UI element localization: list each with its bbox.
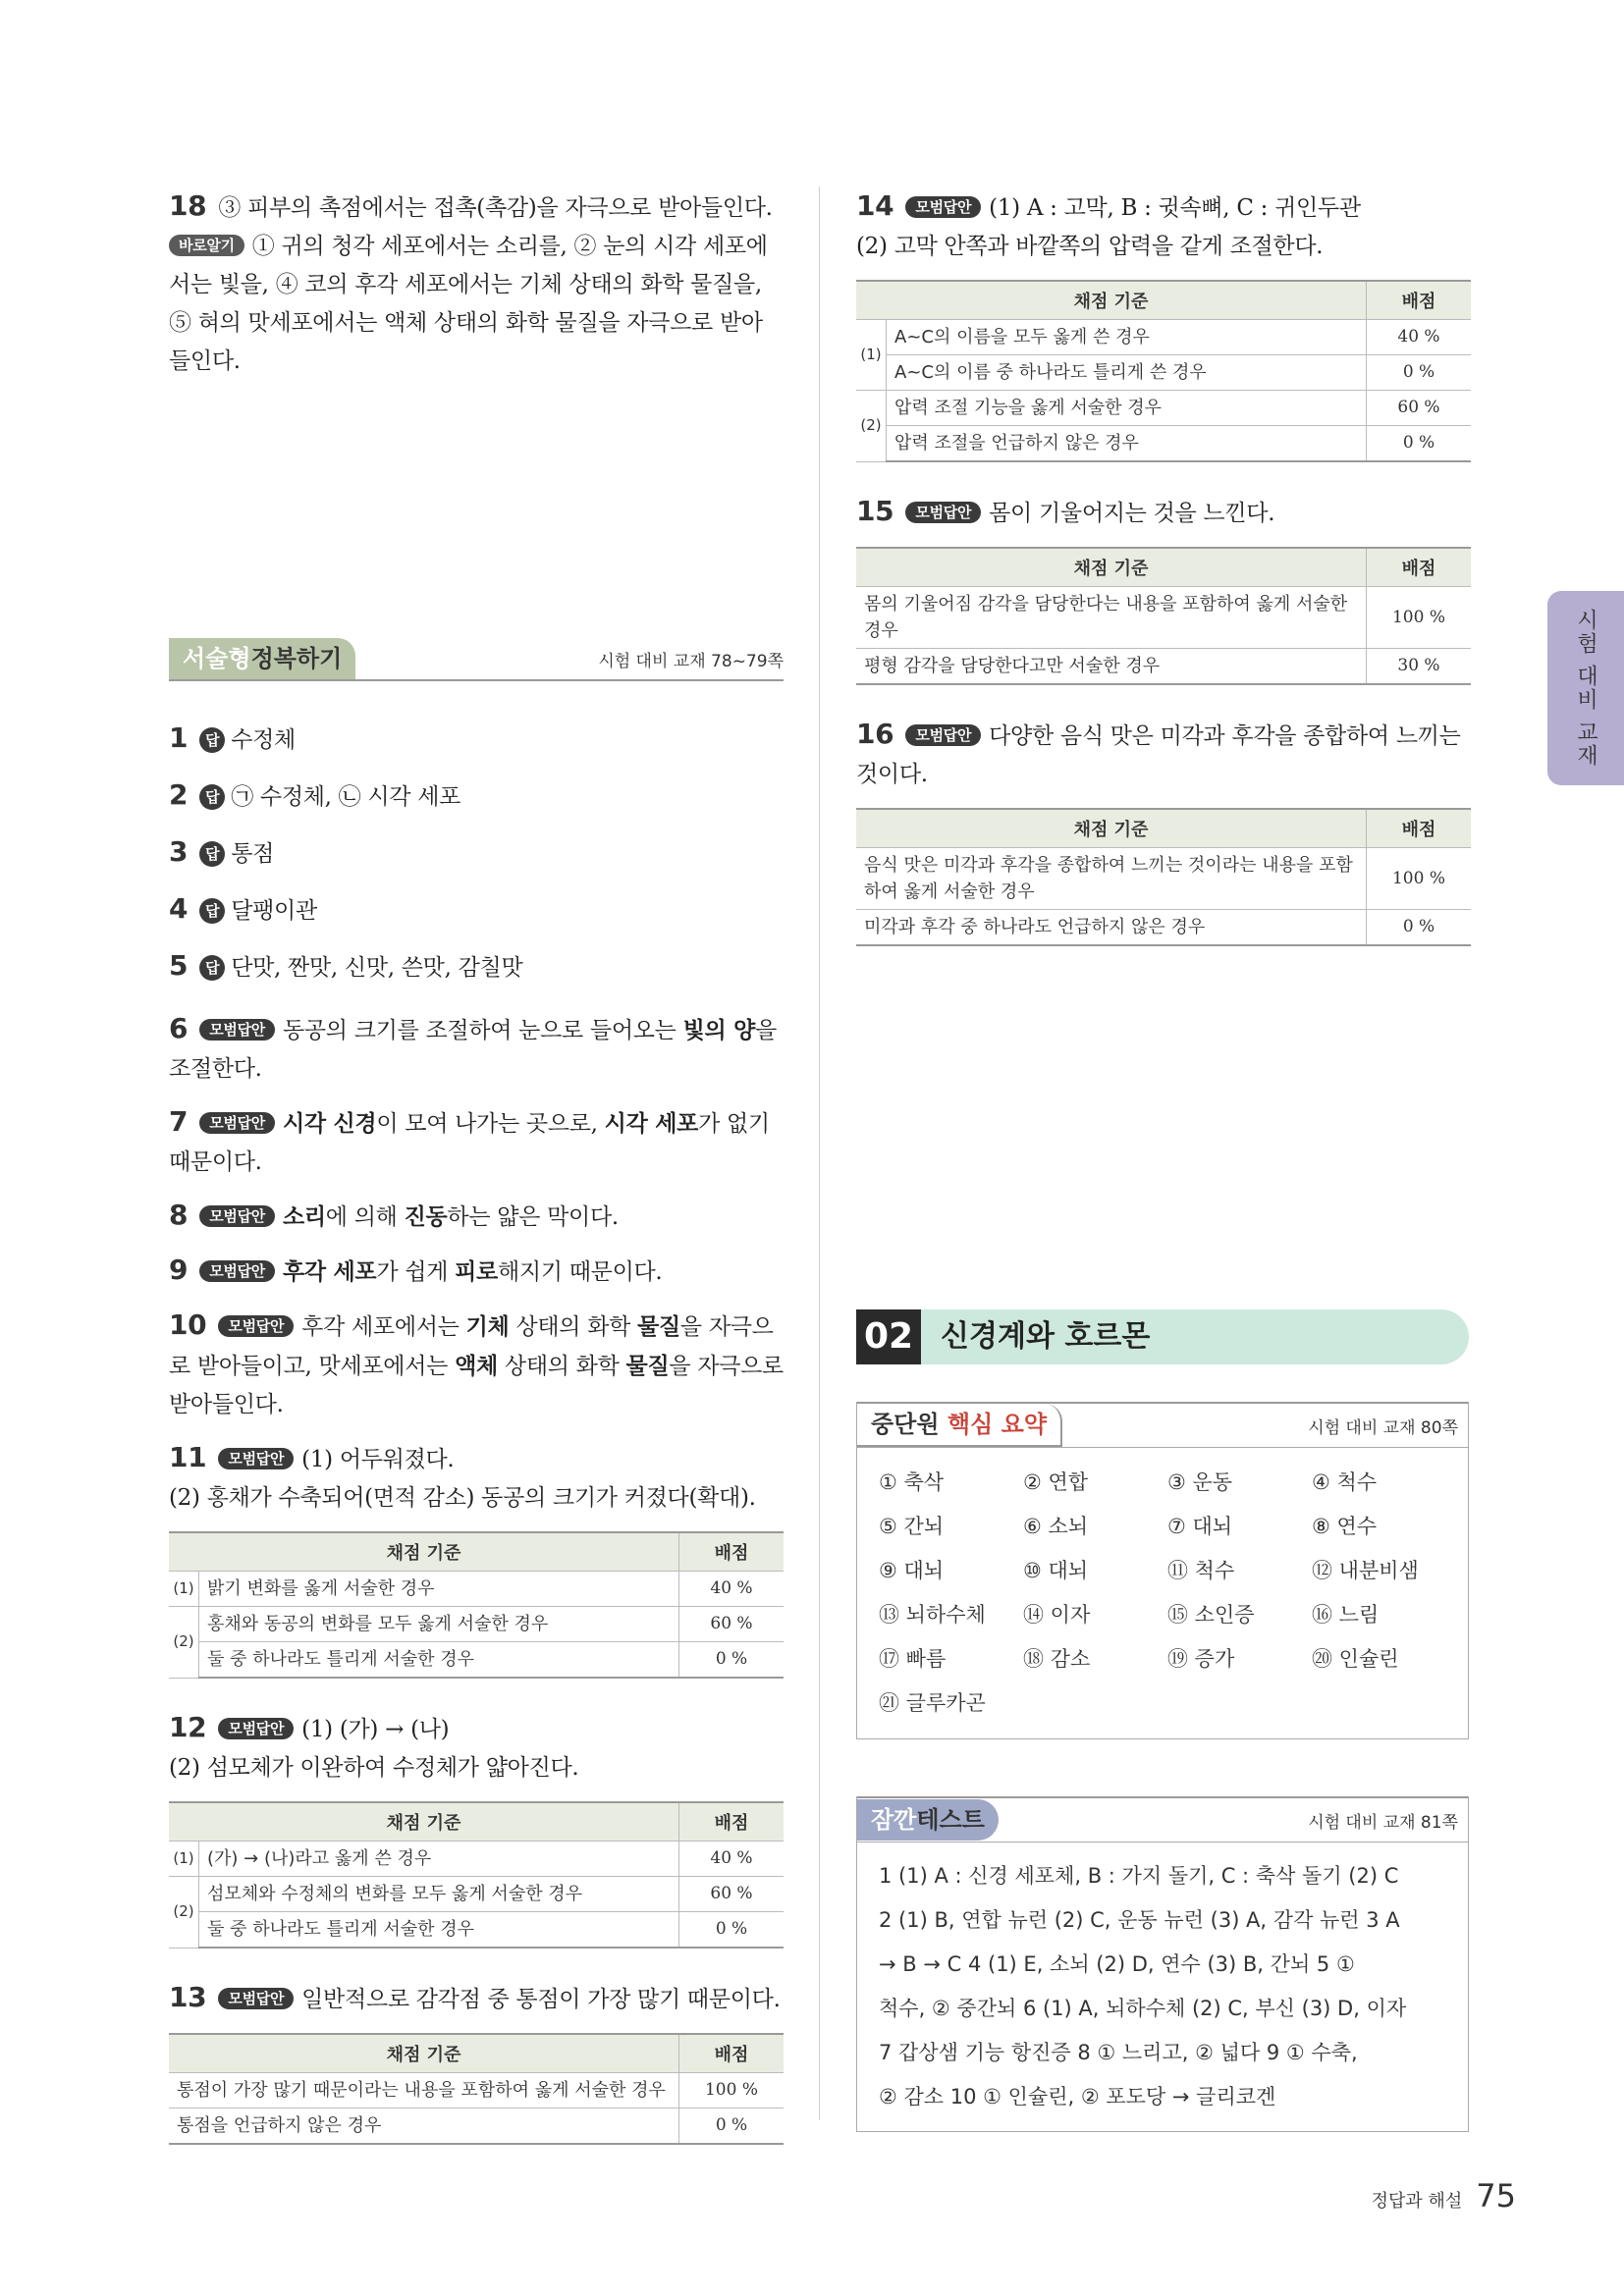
question-number: 4	[169, 892, 189, 925]
answer-4	[169, 881, 784, 938]
quick-test-box	[856, 1796, 1469, 2132]
criteria-header: 채점 기준	[169, 1802, 679, 1842]
table-row	[169, 2109, 784, 2145]
score-header: 배점	[679, 1802, 785, 1842]
question-9	[169, 1251, 784, 1292]
model-answer-badge: 모범답안	[905, 196, 981, 218]
score-header: 배점	[679, 2034, 785, 2073]
question-14	[856, 187, 1471, 266]
answer-text: 동공의 크기를 조절하여 눈으로 들어오는	[282, 1018, 683, 1043]
answer-text: 다양한 음식 맛은 미각과 후각을 종합하여 느끼는 것이다.	[856, 723, 1461, 787]
answer-text: 후각 세포에서는	[301, 1314, 466, 1340]
sub-number: (2)	[169, 1877, 199, 1949]
short-answers	[169, 711, 784, 995]
question-12	[169, 1708, 784, 1788]
table-row	[856, 848, 1471, 910]
answer-badge: 답	[199, 898, 225, 924]
summary-item: ⑰ 빠름	[879, 1647, 947, 1671]
question-number: 13	[169, 1981, 207, 2013]
criteria-cell: 압력 조절 기능을 옳게 서술한 경우	[887, 391, 1367, 426]
question-16	[856, 715, 1471, 794]
criteria-cell: (가) → (나)라고 옳게 쓴 경우	[199, 1842, 679, 1877]
sub-number: (2)	[856, 391, 887, 462]
test-line: 2 (1) B, 연합 뉴런 (2) C, 운동 뉴런 (3) A, 감각 뉴런 3 A	[879, 1908, 1400, 1932]
summary-item: ① 축삭	[879, 1470, 945, 1494]
score-cell: 0 %	[1367, 355, 1472, 391]
model-answer-badge: 모범답안	[905, 724, 981, 746]
table-row	[856, 649, 1471, 685]
question-number: 12	[169, 1711, 207, 1743]
sub-number: (2)	[169, 1607, 199, 1679]
test-line: 7 갑상샘 기능 항진증 8 ① 느리고, ② 넓다 9 ① 수축,	[879, 2041, 1358, 2064]
model-answer-badge: 모범답안	[199, 1205, 275, 1227]
criteria-cell: 홍채와 동공의 변화를 모두 옳게 서술한 경우	[199, 1607, 679, 1642]
keyword: 물질	[625, 1353, 670, 1379]
question-6	[169, 1009, 784, 1089]
question-10	[169, 1306, 784, 1424]
summary-item: ⑥ 소뇌	[1023, 1515, 1089, 1538]
footer-label: 정답과 해설	[1371, 2191, 1463, 2212]
score-cell: 60 %	[679, 1877, 785, 1912]
criteria-header: 채점 기준	[169, 2034, 679, 2073]
score-cell: 100 %	[1367, 587, 1472, 649]
score-cell: 60 %	[1367, 391, 1472, 426]
model-answer-badge: 모범답안	[199, 1112, 275, 1134]
criteria-header: 채점 기준	[856, 809, 1367, 848]
keyword: 액체	[455, 1353, 498, 1379]
table-row	[169, 1642, 784, 1679]
criteria-cell: 평형 감각을 담당한다고만 서술한 경우	[856, 649, 1367, 685]
answer-text: 수정체	[231, 727, 296, 753]
summary-title	[857, 1404, 1062, 1447]
model-answer-badge: 모범답안	[218, 1718, 294, 1739]
criteria-cell: A~C의 이름 중 하나라도 틀리게 쓴 경우	[887, 355, 1367, 391]
summary-item: ⑨ 대뇌	[879, 1559, 945, 1582]
question-number: 9	[169, 1254, 189, 1286]
criteria-cell: 미각과 후각 중 하나라도 언급하지 않은 경우	[856, 910, 1367, 946]
question-8	[169, 1196, 784, 1237]
summary-item: ⑫ 내분비샘	[1312, 1559, 1419, 1582]
answer-text: 상태의 화학	[497, 1354, 626, 1379]
criteria-cell: 섬모체와 수정체의 변화를 모두 옳게 서술한 경우	[199, 1877, 679, 1912]
summary-item: ⑬ 뇌하수체	[879, 1603, 986, 1627]
section-title-b: 정복하기	[250, 645, 343, 672]
keyword: 물질	[637, 1313, 680, 1340]
summary-item: ④ 척수	[1312, 1470, 1378, 1494]
score-cell: 30 %	[1367, 649, 1472, 685]
sub-number: (1)	[169, 1572, 199, 1607]
summary-item: ⑭ 이자	[1023, 1603, 1091, 1627]
answer-text: 하는 얇은 막이다.	[447, 1204, 619, 1230]
scoring-table-14	[856, 280, 1471, 462]
chapter-number: 02	[856, 1309, 921, 1364]
keyword: 시각 신경	[282, 1110, 377, 1137]
page-footer	[1372, 2177, 1516, 2215]
scoring-table-15	[856, 547, 1471, 685]
model-answer-badge: 모범답안	[199, 1260, 275, 1282]
answer-text: 이 모여 나가는 곳으로,	[376, 1111, 605, 1137]
scoring-table-13	[169, 2033, 784, 2145]
summary-item: ⑱ 감소	[1023, 1647, 1091, 1671]
score-header: 배점	[1367, 809, 1472, 848]
model-answer-badge: 모범답안	[218, 1988, 294, 2009]
answer-text: 단맛, 짠맛, 신맛, 쓴맛, 감칠맛	[231, 955, 523, 981]
score-cell: 60 %	[679, 1607, 785, 1642]
score-cell: 0 %	[679, 1912, 785, 1949]
table-row	[169, 1607, 784, 1642]
test-reference: 시험 대비 교재 81쪽	[1308, 1812, 1458, 1833]
answer-2	[169, 768, 784, 825]
answer-text: 가 쉽게	[376, 1259, 456, 1285]
criteria-cell: 둘 중 하나라도 틀리게 서술한 경우	[199, 1642, 679, 1679]
question-15	[856, 492, 1471, 533]
keyword: 소리	[282, 1203, 326, 1230]
criteria-cell: 둘 중 하나라도 틀리게 서술한 경우	[199, 1912, 679, 1949]
model-answer-badge: 모범답안	[199, 1019, 275, 1041]
answer-3	[169, 825, 784, 881]
score-cell: 0 %	[1367, 426, 1472, 462]
question-13	[169, 1978, 784, 2019]
keyword: 시각 세포	[604, 1110, 699, 1137]
answer-text: 상태의 화학	[509, 1314, 638, 1340]
score-cell: 40 %	[679, 1572, 785, 1607]
answer-text: (1) 어두워졌다.	[301, 1447, 455, 1472]
summary-box	[856, 1402, 1469, 1739]
table-row	[169, 1572, 784, 1607]
score-cell: 0 %	[679, 2109, 785, 2145]
question-number: 5	[169, 949, 189, 982]
score-cell: 100 %	[1367, 848, 1472, 910]
question-number: 3	[169, 835, 189, 868]
summary-title-b: 핵심 요약	[947, 1411, 1048, 1438]
answer-text: 일반적으로 감각점 중 통점이 가장 많기 때문이다.	[301, 1987, 781, 2012]
summary-item: ⑩ 대뇌	[1023, 1559, 1089, 1582]
answer-text: 통점	[231, 841, 275, 867]
keyword: 진동	[404, 1203, 448, 1230]
answer-text: 가 없기 때문이다.	[169, 1111, 770, 1175]
question-number: 11	[169, 1441, 207, 1473]
answer-text: 에 의해	[325, 1204, 405, 1230]
answer-text: (2) 고막 안쪽과 바깥쪽의 압력을 같게 조절한다.	[856, 234, 1324, 259]
table-row	[856, 320, 1471, 355]
answer-text: 을 조절한다.	[169, 1018, 778, 1082]
scoring-table-16	[856, 808, 1471, 946]
answer-text: 몸이 기울어지는 것을 느낀다.	[989, 501, 1275, 526]
question-number: 16	[856, 718, 894, 750]
answer-text: ㉠ 수정체, ㉡ 시각 세포	[231, 784, 461, 810]
model-answer-badge: 모범답안	[218, 1448, 294, 1469]
answer-badge: 답	[199, 841, 225, 867]
criteria-cell: 통점이 가장 많기 때문이라는 내용을 포함하여 옳게 서술한 경우	[169, 2073, 679, 2109]
test-answers	[857, 1842, 1468, 2131]
test-title-a: 잠깐	[871, 1806, 917, 1834]
table-row	[169, 1842, 784, 1877]
table-row	[169, 1912, 784, 1949]
test-title-b: 테스트	[916, 1806, 985, 1834]
score-cell: 40 %	[679, 1842, 785, 1877]
scoring-table-12	[169, 1801, 784, 1949]
summary-item: ㉑ 글루카곤	[879, 1691, 986, 1715]
criteria-cell: 밝기 변화를 옳게 서술한 경우	[199, 1572, 679, 1607]
side-tab[interactable]	[1547, 591, 1624, 785]
table-row	[856, 391, 1471, 426]
test-header	[857, 1796, 1468, 1842]
chapter-banner	[856, 1309, 1469, 1364]
summary-grid	[857, 1448, 1468, 1738]
summary-header	[857, 1402, 1468, 1448]
criteria-cell: 몸의 기울어짐 감각을 담당한다는 내용을 포함하여 옳게 서술한 경우	[856, 587, 1367, 649]
answer-1	[169, 711, 784, 768]
answer-text: 달팽이관	[231, 898, 317, 924]
answer-badge: 답	[199, 727, 225, 753]
section-title	[169, 638, 355, 679]
criteria-header: 채점 기준	[169, 1532, 679, 1572]
summary-title-a: 중단원	[871, 1411, 940, 1438]
correction-badge: 바로알기	[169, 235, 244, 256]
side-tab-label: 시험 대비 교재	[1573, 609, 1598, 768]
summary-item: ③ 운동	[1167, 1470, 1233, 1494]
test-line: 척수, ② 중간뇌 6 (1) A, 뇌하수체 (2) C, 부신 (3) D, 이자	[879, 1997, 1407, 2020]
table-row	[856, 910, 1471, 946]
table-row	[856, 587, 1471, 649]
sub-number: (1)	[169, 1842, 199, 1877]
summary-item: ⑪ 척수	[1167, 1559, 1235, 1582]
left-column	[169, 187, 784, 2174]
sub-number: (1)	[856, 320, 887, 391]
question-11	[169, 1438, 784, 1518]
question-number: 1	[169, 721, 189, 754]
score-cell: 0 %	[1367, 910, 1472, 946]
answer-text: 을 자극으로 받아들인다.	[169, 1354, 784, 1417]
keyword: 피로	[455, 1258, 498, 1285]
score-header: 배점	[1367, 548, 1472, 587]
table-row	[856, 426, 1471, 462]
summary-item: ⑦ 대뇌	[1167, 1515, 1233, 1538]
table-row	[169, 2073, 784, 2109]
question-number: 6	[169, 1012, 189, 1044]
score-cell: 40 %	[1367, 320, 1472, 355]
answer-text: 을 자극으로 받아들이고, 맛세포에서는	[169, 1314, 774, 1379]
criteria-cell: 압력 조절을 언급하지 않은 경우	[887, 426, 1367, 462]
criteria-header: 채점 기준	[856, 281, 1367, 320]
score-header: 배점	[679, 1532, 785, 1572]
table-row	[856, 355, 1471, 391]
score-cell: 0 %	[679, 1642, 785, 1679]
criteria-header: 채점 기준	[856, 548, 1367, 587]
criteria-cell: 음식 맛은 미각과 후각을 종합하여 느끼는 것이라는 내용을 포함하여 옳게 서술한 경우	[856, 848, 1367, 910]
test-line: 1 (1) A : 신경 세포체, B : 가지 돌기, C : 축삭 돌기 (2) C	[879, 1864, 1399, 1888]
answer-text: 해지기 때문이다.	[497, 1259, 663, 1285]
criteria-cell: 통점을 언급하지 않은 경우	[169, 2109, 679, 2145]
answer-text: (2) 섬모체가 이완하여 수정체가 얇아진다.	[169, 1755, 579, 1781]
score-cell: 100 %	[679, 2073, 785, 2109]
question-18	[169, 187, 784, 381]
model-answer-badge: 모범답안	[905, 502, 981, 523]
summary-item: ⑲ 증가	[1167, 1647, 1235, 1671]
keyword: 빛의 양	[682, 1017, 756, 1043]
summary-item: ⑯ 느림	[1312, 1603, 1380, 1627]
scoring-table-11	[169, 1531, 784, 1679]
summary-item: ⑧ 연수	[1312, 1515, 1378, 1538]
answer-text: (1) A : 고막, B : 귓속뼈, C : 귀인두관	[989, 195, 1361, 221]
summary-item: ⑤ 간뇌	[879, 1515, 945, 1538]
answer-text: ③ 피부의 촉점에서는 접촉(촉감)을 자극으로 받아들인다.	[218, 195, 773, 221]
keyword: 후각 세포	[282, 1258, 377, 1285]
summary-item: ② 연합	[1023, 1470, 1089, 1494]
question-number: 18	[169, 189, 207, 222]
question-number: 15	[856, 495, 894, 527]
table-row	[169, 1877, 784, 1912]
answer-text: (2) 홍채가 수축되어(면적 감소) 동공의 크기가 커졌다(확대).	[169, 1485, 756, 1511]
summary-reference: 시험 대비 교재 80쪽	[1308, 1417, 1458, 1438]
summary-item: ⑳ 인슐린	[1312, 1647, 1399, 1671]
criteria-cell: A~C의 이름을 모두 옳게 쓴 경우	[887, 320, 1367, 355]
page-number: 75	[1476, 2177, 1516, 2215]
test-line: ② 감소 10 ① 인슐린, ② 포도당 → 글리코겐	[879, 2085, 1276, 2109]
chapter-title: 신경계와 호르몬	[941, 1319, 1151, 1354]
question-number: 14	[856, 189, 894, 222]
section-header	[169, 638, 784, 681]
question-number: 10	[169, 1308, 207, 1341]
summary-item: ⑮ 소인증	[1167, 1603, 1255, 1627]
test-title	[857, 1799, 999, 1841]
answer-badge: 답	[199, 955, 225, 981]
question-7	[169, 1102, 784, 1182]
answer-5	[169, 938, 784, 995]
score-header: 배점	[1367, 281, 1472, 320]
explanation-text: ① 귀의 청각 세포에서는 소리를, ② 눈의 시각 세포에서는 빛을, ④ 코의 후각 세포에서는 기체 상태의 화학 물질을, ⑤ 혀의 맛세포에서는 액체 상태의 화학 물질을 자극으로 받아들인다.	[169, 234, 768, 374]
keyword: 기체	[465, 1313, 510, 1340]
right-column	[856, 187, 1471, 976]
question-number: 2	[169, 778, 189, 811]
section-reference: 시험 대비 교재 78~79쪽	[598, 651, 784, 671]
section-title-a: 서술형	[183, 645, 251, 672]
test-line: → B → C 4 (1) E, 소뇌 (2) D, 연수 (3) B, 간뇌 5 ①	[879, 1952, 1355, 1976]
question-number: 7	[169, 1105, 189, 1138]
answer-text: (1) (가) → (나)	[301, 1717, 450, 1742]
model-answer-badge: 모범답안	[218, 1315, 294, 1337]
answer-badge: 답	[199, 784, 225, 810]
column-divider	[819, 187, 820, 2120]
question-number: 8	[169, 1199, 189, 1231]
